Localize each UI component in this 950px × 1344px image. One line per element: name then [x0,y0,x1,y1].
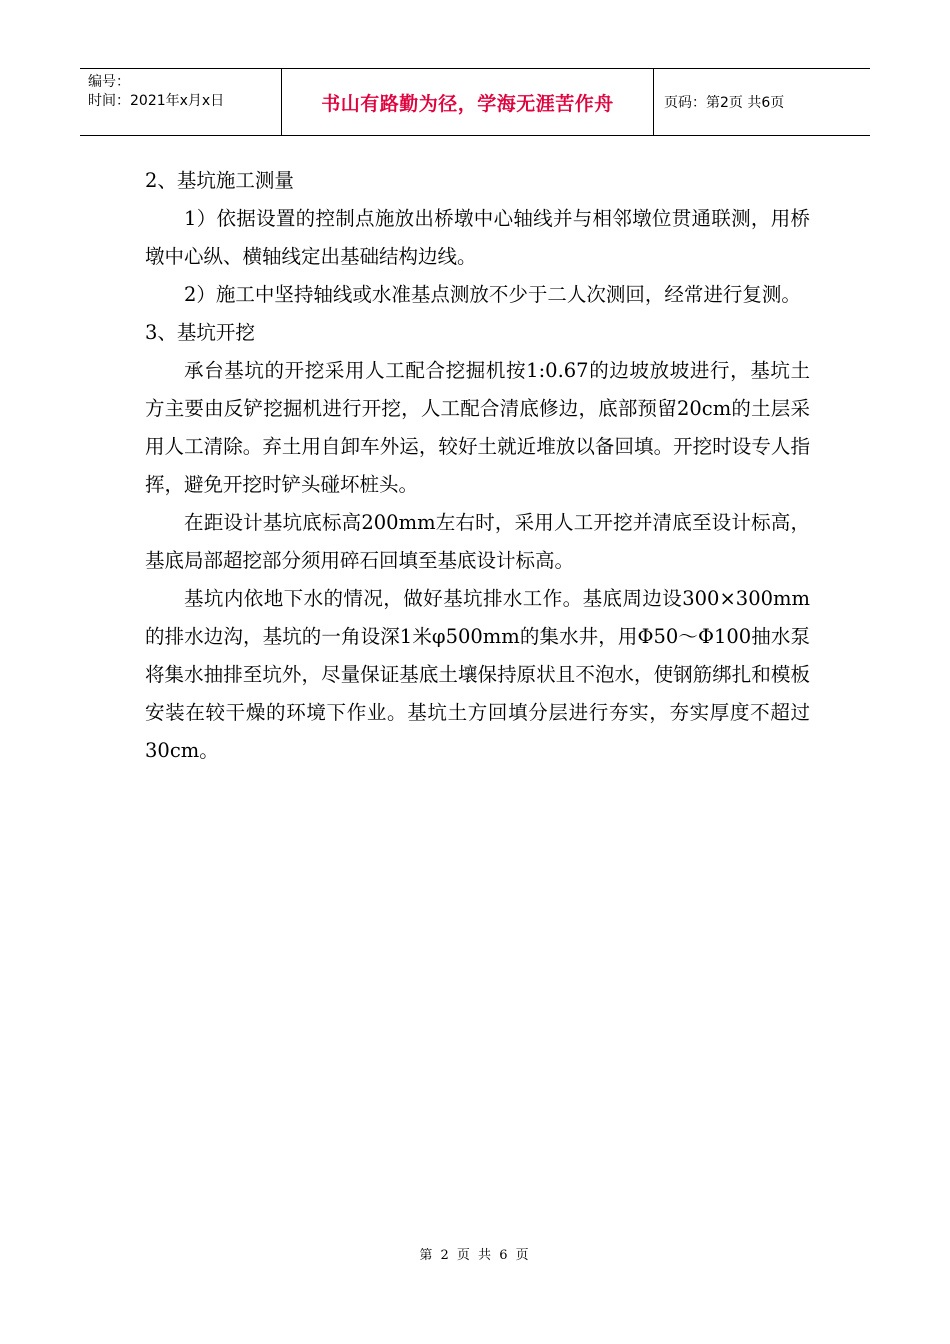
paragraph-survey-2: 2）施工中坚持轴线或水准基点测放不少于二人次测回，经常进行复测。 [184,283,801,306]
section-heading-survey: 2、基坑施工测量 [145,169,294,192]
header-left-cell [80,69,282,135]
time-label: 时间：2021年x月x日 [88,93,225,109]
document-body [145,162,810,770]
section-heading-excavation: 3、基坑开挖 [145,321,255,344]
number-label: 编号： [88,74,130,90]
page-footer: 第 2 页 共 6 页 [419,1248,531,1263]
page-header [80,68,870,136]
header-motto: 书山有路勤为径，学海无涯苦作舟 [282,69,654,135]
paragraph-drainage: 基坑内依地下水的情况，做好基坑排水工作。基底周边设300×300mm的排水边沟，基坑的一角设深1米φ500mm的集水井，用Φ50～Φ100抽水泵将集水抽排至坑外，尽量保证基底土壤保持原状且不泡水，使钢筋绑扎和模板安装在较干燥的环境下作业。基坑土方回填分层进行夯实，夯实厚度不超过30cm。 [145,587,810,762]
header-page-label: 页码：第2页 共6页 [664,95,785,111]
paragraph-excavation-2: 在距设计基坑底标高200mm左右时，采用人工开挖并清底至设计标高，基底局部超挖部分须用碎石回填至基底设计标高。 [145,511,810,572]
paragraph-survey-1: 1）依据设置的控制点施放出桥墩中心轴线并与相邻墩位贯通联测，用桥墩中心纵、横轴线定出基础结构边线。 [145,207,810,268]
paragraph-excavation-1: 承台基坑的开挖采用人工配合挖掘机按1:0.67的边坡放坡进行，基坑土方主要由反铲挖掘机进行开挖，人工配合清底修边，底部预留20cm的土层采用人工清除。弃土用自卸车外运，较好土就近堆放以备回填。开挖时设专人指挥，避免开挖时铲头碰坏桩头。 [145,359,810,496]
